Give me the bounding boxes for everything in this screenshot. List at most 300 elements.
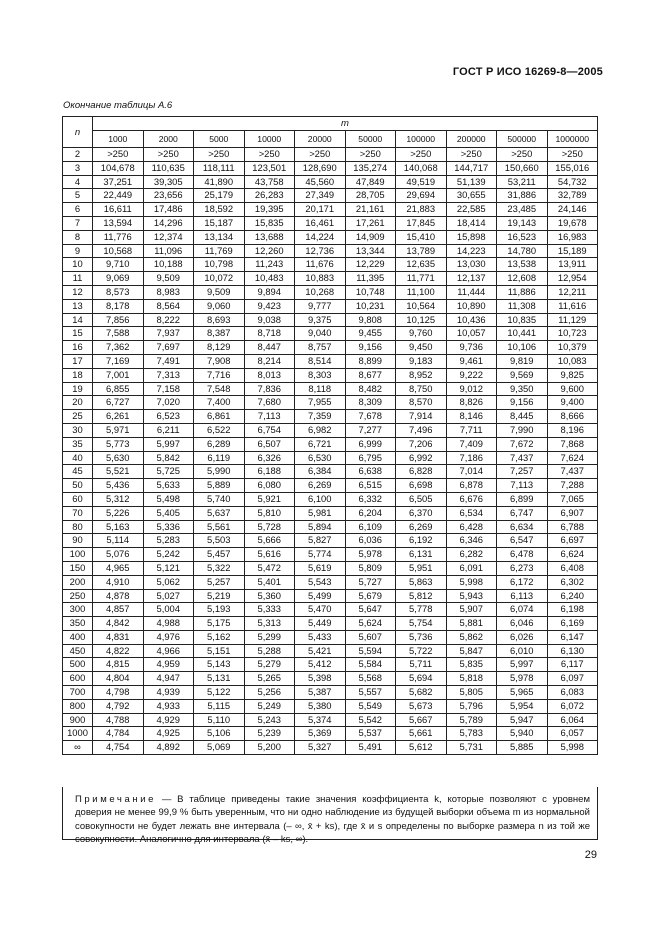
table-cell: 118,111 [194,161,245,175]
table-cell: 12,736 [295,244,346,258]
table-cell: 31,886 [497,189,548,203]
table-cell: 53,211 [497,175,548,189]
table-cell: 5,607 [345,630,396,644]
column-header: 2000 [143,131,194,148]
table-cell: 5,965 [497,686,548,700]
table-cell: 5,151 [194,644,245,658]
table-cell: 6,273 [497,561,548,575]
table-cell: 5,754 [396,617,447,631]
table-row [63,479,598,493]
table-cell: 5,694 [396,672,447,686]
table-cell: 7,856 [93,313,144,327]
table-cell: 7,288 [547,479,598,493]
table-cell: 7,678 [345,410,396,424]
table-cell: 5,433 [295,630,346,644]
table-cell: 8,118 [295,382,346,396]
row-label-n: 500 [63,658,93,672]
table-cell: 6,261 [93,410,144,424]
table-cell: 7,206 [396,437,447,451]
table-cell: 6,113 [497,589,548,603]
table-cell: 9,156 [497,396,548,410]
row-label-n: 5 [63,189,93,203]
table-cell: 43,758 [244,175,295,189]
table-row [63,216,598,230]
table-cell: 5,666 [244,534,295,548]
row-label-n: 7 [63,216,93,230]
table-cell: 6,676 [446,492,497,506]
table-cell: 5,401 [244,575,295,589]
table-cell: 7,937 [143,327,194,341]
table-cell: 6,634 [497,520,548,534]
table-cell: 6,828 [396,465,447,479]
table-cell: 6,478 [497,548,548,562]
table-cell: 4,804 [93,672,144,686]
table-cell: 8,826 [446,396,497,410]
table-cell: 6,302 [547,575,598,589]
table-row [63,603,598,617]
table-cell: 5,369 [295,727,346,741]
table-cell: 4,857 [93,603,144,617]
table-cell: 6,698 [396,479,447,493]
table-cell: 6,507 [244,437,295,451]
table-cell: 9,461 [446,354,497,368]
table-row [63,299,598,313]
table-cell: 9,808 [345,313,396,327]
table-cell: 10,798 [194,258,245,272]
table-cell: 5,889 [194,479,245,493]
table-row [63,465,598,479]
table-cell: 14,224 [295,230,346,244]
table-cell: 8,718 [244,327,295,341]
table-cell: 6,878 [446,479,497,493]
row-label-n: 30 [63,423,93,437]
table-cell: 16,983 [547,230,598,244]
table-cell: 11,243 [244,258,295,272]
table-cell: 6,198 [547,603,598,617]
table-cell: 5,943 [446,589,497,603]
table-cell: 6,999 [345,437,396,451]
table-cell: 5,219 [194,589,245,603]
table-cell: 6,010 [497,644,548,658]
table-cell: 8,303 [295,368,346,382]
table-row [63,313,598,327]
table-cell: >250 [497,148,548,162]
table-cell: 5,062 [143,575,194,589]
table-cell: 6,788 [547,520,598,534]
row-label-n: 3 [63,161,93,175]
table-cell: 5,907 [446,603,497,617]
table-cell: 5,727 [345,575,396,589]
table-cell: 5,584 [345,658,396,672]
table-cell: 4,878 [93,589,144,603]
table-cell: 5,069 [194,741,245,755]
table-cell: 12,608 [497,272,548,286]
table-cell: 5,827 [295,534,346,548]
table-cell: 7,908 [194,354,245,368]
table-row [63,727,598,741]
table-cell: 5,612 [396,741,447,755]
row-label-n: 18 [63,368,93,382]
table-cell: 37,251 [93,175,144,189]
table-cell: 4,947 [143,672,194,686]
table-row [63,341,598,355]
table-cell: 6,269 [396,520,447,534]
table-cell: 21,161 [345,203,396,217]
table-cell: 7,001 [93,368,144,382]
table-cell: 5,405 [143,506,194,520]
table-cell: 10,890 [446,299,497,313]
table-cell: 7,868 [547,437,598,451]
table-cell: 5,265 [244,672,295,686]
table-cell: 8,214 [244,354,295,368]
table-cell: 5,436 [93,479,144,493]
table-cell: 6,721 [295,437,346,451]
table-cell: 5,121 [143,561,194,575]
table-row [63,741,598,755]
table-cell: 15,189 [547,244,598,258]
table-cell: 14,296 [143,216,194,230]
table-cell: 5,193 [194,603,245,617]
table-cell: 5,336 [143,520,194,534]
table-cell: 155,016 [547,161,598,175]
table-cell: 7,990 [497,423,548,437]
table-cell: 5,543 [295,575,346,589]
table-cell: 5,722 [396,644,447,658]
table-cell: 6,624 [547,548,598,562]
column-header: 200000 [446,131,497,148]
page-number: 29 [584,849,597,861]
table-cell: 5,561 [194,520,245,534]
table-cell: 54,732 [547,175,598,189]
table-cell: 5,947 [497,713,548,727]
table-cell: 4,988 [143,617,194,631]
table-cell: 5,805 [446,686,497,700]
table-cell: 5,783 [446,727,497,741]
table-cell: 13,688 [244,230,295,244]
table-cell: 5,387 [295,686,346,700]
table-cell: 6,130 [547,644,598,658]
table-cell: 5,163 [93,520,144,534]
table-cell: >250 [194,148,245,162]
table-cell: 7,716 [194,368,245,382]
table-cell: 17,261 [345,216,396,230]
table-cell: 16,611 [93,203,144,217]
table-cell: 13,538 [497,258,548,272]
table-cell: 19,395 [244,203,295,217]
table-cell: 6,192 [396,534,447,548]
table-cell: 8,693 [194,313,245,327]
group-header-m: m [93,117,598,131]
table-cell: 6,534 [446,506,497,520]
table-cell: 4,976 [143,630,194,644]
table-cell: 6,109 [345,520,396,534]
row-label-n: 40 [63,451,93,465]
table-cell: 6,855 [93,382,144,396]
table-cell: 9,375 [295,313,346,327]
table-cell: 5,122 [194,686,245,700]
table-cell: 7,113 [244,410,295,424]
row-label-n: 6 [63,203,93,217]
table-cell: 8,564 [143,299,194,313]
table-cell: 5,796 [446,699,497,713]
table-cell: 6,982 [295,423,346,437]
table-cell: 6,097 [547,672,598,686]
table-cell: 6,326 [244,451,295,465]
row-label-n: 1000 [63,727,93,741]
table-cell: 9,569 [497,368,548,382]
table-cell: 4,959 [143,658,194,672]
table-cell: 9,038 [244,313,295,327]
table-cell: 5,847 [446,644,497,658]
table-cell: 5,594 [345,644,396,658]
table-cell: 6,064 [547,713,598,727]
table-cell: 9,156 [345,341,396,355]
row-label-n: ∞ [63,741,93,755]
table-cell: 4,966 [143,644,194,658]
table-cell: 7,955 [295,396,346,410]
table-cell: 5,921 [244,492,295,506]
table-cell: 5,115 [194,699,245,713]
table-cell: 5,374 [295,713,346,727]
column-header: 10000 [244,131,295,148]
table-cell: 5,894 [295,520,346,534]
table-cell: 8,570 [396,396,447,410]
table-cell: 8,952 [396,368,447,382]
table-cell: 5,470 [295,603,346,617]
table-cell: 6,119 [194,451,245,465]
table-cell: 28,705 [345,189,396,203]
table-cell: 9,760 [396,327,447,341]
table-cell: 5,380 [295,699,346,713]
table-cell: 10,106 [497,341,548,355]
table-cell: 5,313 [244,617,295,631]
table-cell: 6,861 [194,410,245,424]
table-cell: 8,983 [143,285,194,299]
table-cell: 7,836 [244,382,295,396]
table-cell: 4,939 [143,686,194,700]
table-cell: 10,268 [295,285,346,299]
table-cell: 9,060 [194,299,245,313]
table-cell: 5,998 [446,575,497,589]
table-cell: 10,441 [497,327,548,341]
table-row [63,203,598,217]
table-cell: 13,134 [194,230,245,244]
table-cell: 19,678 [547,216,598,230]
table-cell: 23,656 [143,189,194,203]
table-cell: 7,169 [93,354,144,368]
table-cell: 6,370 [396,506,447,520]
table-cell: 140,068 [396,161,447,175]
table-cell: 8,757 [295,341,346,355]
table-cell: 5,679 [345,589,396,603]
table-cell: 23,485 [497,203,548,217]
table-cell: 22,585 [446,203,497,217]
table-cell: 5,978 [497,672,548,686]
table-cell: 5,951 [396,561,447,575]
table-cell: 110,635 [143,161,194,175]
table-cell: 7,437 [497,451,548,465]
table-cell: 8,514 [295,354,346,368]
row-label-n: 12 [63,285,93,299]
table-cell: 12,954 [547,272,598,286]
table-cell: 11,769 [194,244,245,258]
table-cell: 7,277 [345,423,396,437]
table-cell: 5,106 [194,727,245,741]
table-cell: 11,100 [396,285,447,299]
table-cell: 9,222 [446,368,497,382]
table-cell: 9,509 [194,285,245,299]
table-cell: 5,110 [194,713,245,727]
table-cell: 19,143 [497,216,548,230]
table-cell: 4,784 [93,727,144,741]
table-cell: 6,505 [396,492,447,506]
table-row [63,148,598,162]
table-cell: 5,175 [194,617,245,631]
table-cell: 7,548 [194,382,245,396]
table-cell: 7,400 [194,396,245,410]
row-label-n: 9 [63,244,93,258]
table-cell: 6,547 [497,534,548,548]
table-cell: 5,789 [446,713,497,727]
table-cell: 4,965 [93,561,144,575]
column-header: 100000 [396,131,447,148]
table-cell: 5,998 [547,741,598,755]
table-cell: 5,774 [295,548,346,562]
table-cell: 8,677 [345,368,396,382]
table-cell: 5,421 [295,644,346,658]
table-row [63,630,598,644]
table-cell: 5,661 [396,727,447,741]
table-note [62,787,598,845]
table-cell: 11,616 [547,299,598,313]
row-label-n: 13 [63,299,93,313]
table-cell: 5,239 [244,727,295,741]
table-cell: 5,881 [446,617,497,631]
row-label-n: 450 [63,644,93,658]
table-cell: 5,162 [194,630,245,644]
table-cell: 5,647 [345,603,396,617]
table-cell: 5,257 [194,575,245,589]
table-cell: 5,667 [396,713,447,727]
table-cell: 5,398 [295,672,346,686]
row-label-n: 900 [63,713,93,727]
table-cell: 5,537 [345,727,396,741]
table-row [63,672,598,686]
table-cell: 7,065 [547,492,598,506]
column-header: 50000 [345,131,396,148]
table-cell: 12,229 [345,258,396,272]
table-cell: 4,831 [93,630,144,644]
table-cell: 4,815 [93,658,144,672]
table-cell: 6,522 [194,423,245,437]
table-cell: 24,146 [547,203,598,217]
table-row [63,368,598,382]
table-cell: 12,260 [244,244,295,258]
table-cell: 5,810 [244,506,295,520]
table-cell: 6,346 [446,534,497,548]
table-cell: 4,788 [93,713,144,727]
table-cell: 5,954 [497,699,548,713]
table-cell: 5,542 [345,713,396,727]
table-row [63,506,598,520]
table-cell: 8,146 [446,410,497,424]
note-text: — В таблице приведены такие значения коэффициента k, которые позволяют с уровнем доверия не менее 99,9 % быть уверенным, что ни одно наблюдение из будущей выборки объема m из нормальной совокупности не будет лежать вне интервала (– ∞, x̄ + ks), где x̄ и s определены по выборке размера n из той же совокупности. Аналогично для интервала (x̄ – ks, ∞). [75,794,590,845]
table-cell: 6,057 [547,727,598,741]
row-label-n: 60 [63,492,93,506]
table-cell: 7,672 [497,437,548,451]
table-row [63,437,598,451]
table-cell: 6,747 [497,506,548,520]
table-cell: 7,437 [547,465,598,479]
table-row [63,589,598,603]
table-cell: 6,072 [547,699,598,713]
table-cell: 6,117 [547,658,598,672]
table-cell: 5,333 [244,603,295,617]
table-cell: 7,624 [547,451,598,465]
table-cell: 11,771 [396,272,447,286]
table-row [63,561,598,575]
table-cell: 9,400 [547,396,598,410]
table-cell: 9,509 [143,272,194,286]
table-cell: 6,289 [194,437,245,451]
table-cell: 12,137 [446,272,497,286]
table-cell: 4,798 [93,686,144,700]
table-cell: 10,723 [547,327,598,341]
row-label-n: 15 [63,327,93,341]
table-cell: 7,313 [143,368,194,382]
table-cell: 7,496 [396,423,447,437]
table-cell: 6,530 [295,451,346,465]
table-cell: 6,172 [497,575,548,589]
table-cell: 25,179 [194,189,245,203]
row-label-n: 35 [63,437,93,451]
table-row [63,423,598,437]
table-row [63,548,598,562]
table-cell: 5,773 [93,437,144,451]
row-label-n: 200 [63,575,93,589]
table-cell: 6,907 [547,506,598,520]
table-cell: 9,894 [244,285,295,299]
table-cell: 128,690 [295,161,346,175]
table-row [63,396,598,410]
table-cell: 7,680 [244,396,295,410]
table-cell: 11,308 [497,299,548,313]
table-cell: 7,914 [396,410,447,424]
table-cell: 51,139 [446,175,497,189]
table-cell: 5,740 [194,492,245,506]
table-cell: 6,046 [497,617,548,631]
table-cell: 6,131 [396,548,447,562]
table-row [63,327,598,341]
table-cell: 5,940 [497,727,548,741]
table-cell: 8,482 [345,382,396,396]
table-cell: 8,129 [194,341,245,355]
table-cell: 8,222 [143,313,194,327]
table-cell: 13,344 [345,244,396,258]
table-cell: >250 [93,148,144,162]
table-cell: 5,835 [446,658,497,672]
table-cell: 5,327 [295,741,346,755]
table-cell: 5,616 [244,548,295,562]
table-cell: 6,204 [345,506,396,520]
table-cell: 5,549 [345,699,396,713]
table-cell: 26,283 [244,189,295,203]
table-cell: 14,909 [345,230,396,244]
table-cell: 8,178 [93,299,144,313]
table-cell: 5,568 [345,672,396,686]
table-cell: 5,242 [143,548,194,562]
table-row [63,617,598,631]
